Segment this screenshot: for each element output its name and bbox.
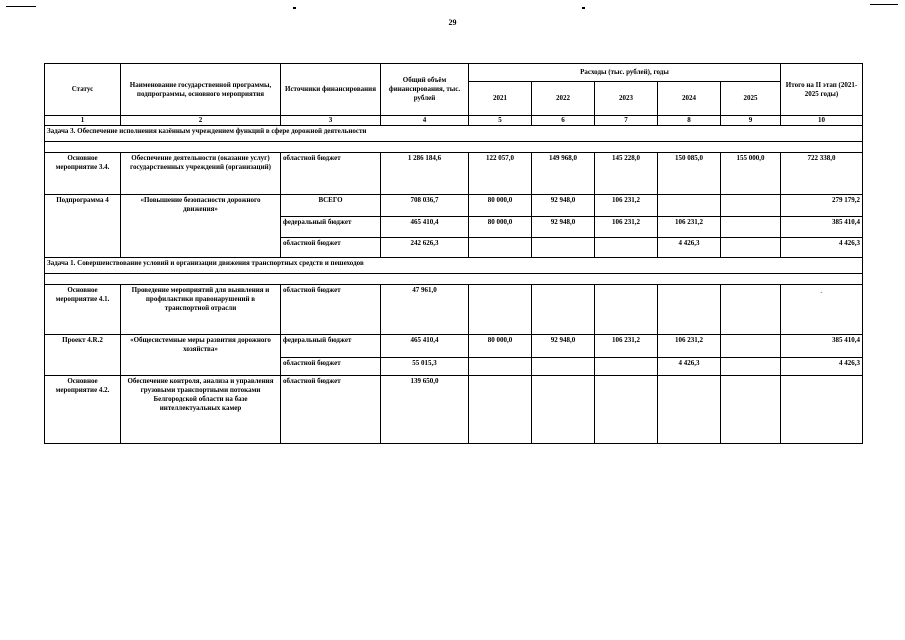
row-total: 139 650,0 [381, 376, 469, 444]
row-stage-total: 4 426,3 [781, 238, 863, 258]
column-number: 5 [469, 116, 532, 126]
task-row [45, 126, 863, 142]
column-number: 8 [658, 116, 721, 126]
row-2022: 92 948,0 [532, 217, 595, 238]
scan-artifact-line [6, 6, 36, 7]
row-source: областной бюджет [281, 376, 381, 444]
row-2025 [721, 238, 781, 258]
row-2023: 145 228,0 [595, 153, 658, 195]
row-stage-total: 385 410,4 [781, 217, 863, 238]
row-2022: 92 948,0 [532, 195, 595, 217]
row-source: областной бюджет [281, 358, 381, 376]
row-name: «Общесистемные меры развития дорожного хозяйства» [121, 335, 281, 376]
header-name: Наименование государственной программы, подпрограммы, основного мероприятия [121, 64, 281, 116]
row-2025 [721, 335, 781, 358]
row-2022 [532, 238, 595, 258]
row-name: Обеспечение деятельности (оказание услуг) государственных учреждений (организаций) [121, 153, 281, 195]
row-stage-total: 385 410,4 [781, 335, 863, 358]
row-name: Проведение мероприятий для выявления и профилактики правонарушений в транспортной отрасли [121, 285, 281, 335]
task-row [45, 258, 863, 274]
row-source: областной бюджет [281, 238, 381, 258]
row-2025 [721, 217, 781, 238]
header-total: Общий объём финансирования, тыс. рублей [381, 64, 469, 116]
row-2021: 122 057,0 [469, 153, 532, 195]
row-stage-total: - [781, 285, 863, 335]
row-2023: 106 231,2 [595, 195, 658, 217]
row-status: Проект 4.R.2 [45, 335, 121, 376]
table-row [45, 195, 863, 217]
header-year-2022: 2022 [532, 82, 595, 116]
task-1-title: Задача 1. Совершенствование условий и организации движения транспортных средств и пешеходов [45, 258, 863, 274]
row-2021: 80 000,0 [469, 335, 532, 358]
row-source: областной бюджет [281, 153, 381, 195]
header-year-2024: 2024 [658, 82, 721, 116]
column-number: 9 [721, 116, 781, 126]
column-number: 2 [121, 116, 281, 126]
table-row [45, 153, 863, 195]
row-status: Подпрограмма 4 [45, 195, 121, 258]
row-2022: 92 948,0 [532, 335, 595, 358]
table-row [45, 376, 863, 444]
row-total: 465 410,4 [381, 217, 469, 238]
row-name: Обеспечение контроля, анализа и управления грузовыми транспортными потоками Белгородской области на базе интеллектуальных камер [121, 376, 281, 444]
row-source: федеральный бюджет [281, 335, 381, 358]
row-status: Основное мероприятие 4.1. [45, 285, 121, 335]
row-2022: 149 968,0 [532, 153, 595, 195]
row-source: федеральный бюджет [281, 217, 381, 238]
row-2024: 4 426,3 [658, 238, 721, 258]
row-stage-total: 279 179,2 [781, 195, 863, 217]
column-number: 1 [45, 116, 121, 126]
row-2025: 155 000,0 [721, 153, 781, 195]
row-total: 55 015,3 [381, 358, 469, 376]
row-2021: 80 000,0 [469, 195, 532, 217]
column-number: 4 [381, 116, 469, 126]
row-2024 [658, 195, 721, 217]
header-status: Статус [45, 64, 121, 116]
row-2022 [532, 358, 595, 376]
row-source: областной бюджет [281, 285, 381, 335]
header-expenses: Расходы (тыс. рублей), годы [469, 64, 781, 82]
budget-table [44, 63, 863, 444]
spacer-row [45, 274, 863, 285]
row-status: Основное мероприятие 4.2. [45, 376, 121, 444]
scan-artifact-line [870, 4, 898, 5]
row-stage-total: 4 426,3 [781, 358, 863, 376]
task-3-title: Задача 3. Обеспечение исполнения казённым учреждением функций в сфере дорожной деятельности [45, 126, 863, 142]
spacer-row [45, 142, 863, 153]
row-2021 [469, 358, 532, 376]
row-source: ВСЕГО [281, 195, 381, 217]
row-2023: 106 231,2 [595, 217, 658, 238]
row-2023 [595, 358, 658, 376]
header-stage-total: Итого на II этап (2021-2025 годы) [781, 64, 863, 116]
column-number: 6 [532, 116, 595, 126]
row-2023: 106 231,2 [595, 335, 658, 358]
row-total: 242 626,3 [381, 238, 469, 258]
row-2025 [721, 195, 781, 217]
row-2024: 4 426,3 [658, 358, 721, 376]
row-2024: 106 231,2 [658, 217, 721, 238]
column-number: 3 [281, 116, 381, 126]
column-number-row [45, 116, 863, 126]
row-name: «Повышение безопасности дорожного движения» [121, 195, 281, 258]
row-total: 708 036,7 [381, 195, 469, 217]
row-2024: 150 085,0 [658, 153, 721, 195]
row-stage-total: 722 338,0 [781, 153, 863, 195]
header-year-2021: 2021 [469, 82, 532, 116]
row-2024: 106 231,2 [658, 335, 721, 358]
row-2021 [469, 238, 532, 258]
column-number: 7 [595, 116, 658, 126]
column-number: 10 [781, 116, 863, 126]
row-status: Основное мероприятие 3.4. [45, 153, 121, 195]
header-year-2025: 2025 [721, 82, 781, 116]
scan-artifact-dot [582, 7, 585, 9]
table-row [45, 335, 863, 358]
header-source: Источники финансирования [281, 64, 381, 116]
page-number: 29 [448, 18, 457, 27]
scan-artifact-dot [293, 7, 296, 9]
header-row [45, 64, 863, 82]
row-total: 1 286 184,6 [381, 153, 469, 195]
header-year-2023: 2023 [595, 82, 658, 116]
table-row [45, 285, 863, 335]
row-total: 47 961,0 [381, 285, 469, 335]
row-2021: 80 000,0 [469, 217, 532, 238]
row-total: 465 410,4 [381, 335, 469, 358]
row-2025 [721, 358, 781, 376]
row-2023 [595, 238, 658, 258]
